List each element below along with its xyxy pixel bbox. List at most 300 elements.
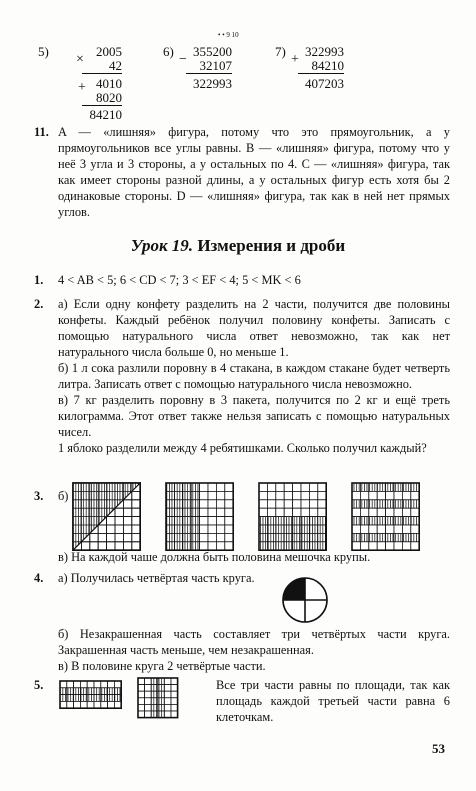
shaded-cell	[166, 500, 174, 508]
grid-cell	[145, 711, 152, 718]
grid-cell	[267, 500, 275, 508]
shaded-cell	[377, 517, 385, 525]
shaded-cell	[309, 533, 317, 541]
shaded-cell	[318, 517, 326, 525]
grid-cell	[293, 483, 301, 491]
grid-cell	[225, 533, 233, 541]
grid-cell	[386, 491, 394, 499]
shaded-cell	[318, 525, 326, 533]
shaded-cell	[158, 711, 165, 718]
grid-cell	[138, 685, 145, 692]
operand: 355200	[193, 44, 232, 59]
subtask-label: б)	[58, 489, 69, 503]
grid-cell	[216, 483, 224, 491]
grid-cell	[309, 508, 317, 516]
shaded-cell	[151, 698, 158, 705]
shaded-cell	[183, 483, 191, 491]
operand: 42	[82, 59, 122, 74]
grid-cell	[284, 491, 292, 499]
grid-cell	[164, 691, 171, 698]
task-number: 5.	[34, 678, 44, 692]
shaded-cell	[377, 533, 385, 541]
task-number: 4.	[34, 571, 44, 585]
task-2a: а) Если одну конфету разделить на 2 части, получится две половины конфеты. Каждый ребёнок получил половину конфеты. Записать с помощью натурального числа ответ невозможно, так как нет натурального числа больше 0, но меньше 1.	[58, 297, 450, 359]
grid-cell	[352, 508, 360, 516]
shaded-cell	[80, 695, 87, 702]
shaded-cell	[166, 491, 174, 499]
grid-cell	[164, 685, 171, 692]
grid-cell	[309, 500, 317, 508]
grid-cell	[132, 508, 140, 516]
problem-label: 6)	[163, 44, 174, 59]
shaded-cell	[174, 483, 182, 491]
grid-cell	[208, 508, 216, 516]
grid-cell	[200, 491, 208, 499]
problem-label: 7)	[275, 44, 286, 59]
shaded-cell	[360, 483, 368, 491]
grid-cell	[132, 533, 140, 541]
grid-cell	[94, 701, 101, 708]
shaded-cell	[259, 517, 267, 525]
shaded-cell	[276, 517, 284, 525]
plus-sign: +	[291, 52, 299, 67]
minus-sign: −	[179, 52, 187, 67]
grid-cell	[87, 701, 94, 708]
grid-cell	[259, 483, 267, 491]
shaded-cell	[276, 533, 284, 541]
shaded-cell	[191, 525, 199, 533]
operand: 84210	[298, 59, 344, 74]
grid-cell	[225, 525, 233, 533]
grid-cell	[115, 517, 123, 525]
grid-cell	[123, 508, 131, 516]
task-4b: б) Незакрашенная часть составляет три четвёртых части круга. Закрашенная часть меньше, чем незакрашенная.	[58, 627, 450, 657]
grid-cell	[318, 491, 326, 499]
shaded-cell	[191, 517, 199, 525]
grid-cell	[402, 525, 410, 533]
grid-cell	[67, 681, 74, 688]
shaded-cell	[108, 688, 115, 695]
carry-marks: • • 9 10	[218, 31, 239, 39]
grid-cell	[98, 533, 106, 541]
grid-cell	[309, 491, 317, 499]
shaded-cell	[191, 533, 199, 541]
grid-cell	[138, 711, 145, 718]
shaded-cell	[114, 688, 121, 695]
shaded-cell	[352, 517, 360, 525]
grid-cell	[225, 500, 233, 508]
shaded-cell	[411, 533, 419, 541]
grid-cell	[171, 711, 178, 718]
grid-cell	[101, 681, 108, 688]
shaded-cell	[183, 508, 191, 516]
shaded-cell	[166, 533, 174, 541]
strip-figure	[60, 681, 121, 708]
shaded-cell	[318, 533, 326, 541]
grid-cell	[123, 500, 131, 508]
grid-cell	[123, 533, 131, 541]
grid-cell	[90, 533, 98, 541]
operand: 32107	[186, 59, 232, 74]
grid-cell	[108, 681, 115, 688]
shaded-cell	[191, 483, 199, 491]
grid-cell	[225, 483, 233, 491]
grid-cell	[377, 508, 385, 516]
task-4c: в) В половине круга 2 четвёртые части.	[58, 659, 266, 673]
shaded-cell	[87, 695, 94, 702]
grid-cell	[115, 525, 123, 533]
grid-cell	[107, 525, 115, 533]
grid-cell	[386, 508, 394, 516]
shaded-cell	[386, 517, 394, 525]
grid-cell	[123, 525, 131, 533]
shaded-cell	[158, 685, 165, 692]
grid-cell	[164, 678, 171, 685]
grid-cell	[200, 508, 208, 516]
shaded-cell	[60, 688, 67, 695]
shaded-cell	[309, 525, 317, 533]
grid-cell	[301, 483, 309, 491]
grid-cell	[352, 525, 360, 533]
shaded-cell	[301, 525, 309, 533]
shaded-cell	[293, 525, 301, 533]
shaded-cell	[360, 500, 368, 508]
shaded-cell	[166, 508, 174, 516]
shaded-cell	[402, 483, 410, 491]
grid-cell	[369, 525, 377, 533]
shaded-cell	[151, 711, 158, 718]
shaded-cell	[284, 517, 292, 525]
grid-cell	[171, 685, 178, 692]
shaded-cell	[166, 525, 174, 533]
grid-cell	[360, 491, 368, 499]
shaded-cell	[369, 500, 377, 508]
grid-cell	[352, 491, 360, 499]
page-number: 53	[432, 741, 445, 756]
shaded-cell	[394, 517, 402, 525]
shaded-cell	[360, 517, 368, 525]
times-sign: ×	[76, 52, 84, 67]
grid-cell	[200, 517, 208, 525]
grid-cell	[216, 533, 224, 541]
shaded-cell	[151, 685, 158, 692]
shaded-cell	[183, 525, 191, 533]
grid-cell	[200, 483, 208, 491]
shaded-cell	[174, 525, 182, 533]
shaded-cell	[101, 695, 108, 702]
shaded-cell	[108, 695, 115, 702]
shaded-cell	[402, 533, 410, 541]
grid-cell	[284, 508, 292, 516]
task-2b: б) 1 л сока разлили поровну в 4 стакана, в каждом стакане будет четверть литра. Записать ответ с помощью натурального числа невозможно.	[58, 361, 450, 391]
grid-cell	[402, 491, 410, 499]
grid-cell	[74, 701, 81, 708]
grid-cell	[411, 525, 419, 533]
task-number: 11.	[34, 125, 49, 139]
shaded-cell	[402, 500, 410, 508]
shaded-cell	[369, 517, 377, 525]
grid-cell	[301, 500, 309, 508]
task-number: 1.	[34, 273, 44, 287]
grid-cell	[107, 533, 115, 541]
grid-cell	[293, 500, 301, 508]
grid-cell	[138, 678, 145, 685]
result: 322993	[193, 76, 232, 91]
task-2c: в) 7 кг разделить поровну в 3 пакета, получится по 2 кг и ещё треть килограмма. Этот ответ также нельзя записать с помощью натуральных чисел.	[58, 393, 450, 439]
grid-cell	[208, 533, 216, 541]
grid-cell	[138, 704, 145, 711]
grid-cell	[60, 681, 67, 688]
shaded-cell	[259, 525, 267, 533]
grid-cell	[377, 525, 385, 533]
grid-cell	[123, 517, 131, 525]
grid-cell	[284, 483, 292, 491]
grid-cell	[259, 508, 267, 516]
operand: 322993	[305, 44, 344, 59]
grid-cell	[360, 508, 368, 516]
grid-cell	[301, 491, 309, 499]
shaded-cell	[151, 691, 158, 698]
grid-cell	[386, 525, 394, 533]
grid-cell	[171, 691, 178, 698]
shaded-cell	[369, 483, 377, 491]
grid-cell	[145, 691, 152, 698]
grid-cell	[377, 491, 385, 499]
shaded-cell	[101, 688, 108, 695]
task-number: 2.	[34, 297, 44, 311]
grid-cell	[98, 525, 106, 533]
grid-cell	[200, 525, 208, 533]
cross-figure	[138, 678, 178, 718]
shaded-cell	[369, 533, 377, 541]
shaded-cell	[183, 500, 191, 508]
grid-cell	[394, 491, 402, 499]
grid-cell	[67, 701, 74, 708]
result: 84210	[89, 107, 122, 122]
grid-cell	[318, 483, 326, 491]
grid-cell	[114, 701, 121, 708]
grid-cell	[369, 508, 377, 516]
grid-cell	[208, 500, 216, 508]
grid-cell	[132, 525, 140, 533]
task-2d: 1 яблоко разделили между 4 ребятишками. Сколько получил каждый?	[58, 441, 427, 455]
grid-cell	[164, 711, 171, 718]
shaded-cell	[158, 698, 165, 705]
task-4b-c	[58, 626, 450, 674]
shaded-cell	[191, 491, 199, 499]
lesson-title: Измерения и дроби	[197, 236, 346, 255]
shaded-cell	[94, 688, 101, 695]
grid-cell	[402, 508, 410, 516]
shaded-cell	[174, 508, 182, 516]
grid-cell	[132, 517, 140, 525]
shaded-cell	[267, 517, 275, 525]
operand: 2005	[96, 44, 122, 59]
shaded-cell	[293, 533, 301, 541]
shaded-cell	[151, 704, 158, 711]
grid-cell	[411, 508, 419, 516]
partial: 8020	[82, 91, 122, 106]
shaded-cell	[386, 500, 394, 508]
task-3v: в) На каждой чаше должна быть половина мешочка крупы.	[58, 550, 371, 564]
shaded-cell	[158, 704, 165, 711]
shaded-cell	[309, 517, 317, 525]
grid-cell	[145, 698, 152, 705]
grid-cell	[225, 491, 233, 499]
task-1-text: 4 < AB < 5; 6 < CD < 7; 3 < EF < 4; 5 < MK < 6	[58, 273, 301, 287]
shaded-cell	[386, 533, 394, 541]
grid-cell	[80, 701, 87, 708]
grid-cell	[318, 508, 326, 516]
shaded-cell	[183, 491, 191, 499]
grid-cell	[276, 483, 284, 491]
grid-cell	[216, 508, 224, 516]
grid-cell	[276, 500, 284, 508]
shaded-cell	[174, 500, 182, 508]
grid-cell	[293, 508, 301, 516]
grid-cell	[216, 491, 224, 499]
grid-cell	[132, 491, 140, 499]
shaded-cell	[158, 678, 165, 685]
grid-cell	[94, 681, 101, 688]
shaded-cell	[293, 517, 301, 525]
shaded-cell	[411, 500, 419, 508]
shaded-cell	[276, 525, 284, 533]
grid-cell	[259, 491, 267, 499]
shaded-cell	[394, 483, 402, 491]
plus-sign: +	[78, 80, 86, 95]
shaded-cell	[284, 533, 292, 541]
shaded-cell	[74, 688, 81, 695]
shaded-cell	[301, 533, 309, 541]
shaded-cell	[174, 491, 182, 499]
shaded-cell	[411, 517, 419, 525]
task-5-text: Все три части равны по площади, так как площадь каждой третьей части равна 6 клеточкам.	[216, 678, 450, 724]
partial: 4010	[96, 76, 122, 91]
shaded-cell	[352, 483, 360, 491]
grid-figure-diagonal	[73, 483, 140, 550]
grid-cell	[200, 533, 208, 541]
grid-cell	[208, 517, 216, 525]
shaded-cell	[114, 695, 121, 702]
grid-cell	[74, 681, 81, 688]
grid-cell	[276, 491, 284, 499]
shaded-cell	[80, 688, 87, 695]
shaded-cell	[151, 678, 158, 685]
shaded-cell	[377, 483, 385, 491]
task-11-text: A — «лишняя» фигура, потому что это прямоугольник, а у прямоугольников все углы равны. B — «лишняя» фигура, потому что у неё 3 угла и 3 стороны, а у остальных по 4. C — «лишняя» фигура, так как имеет стороны разной длины, а у остальных фигур есть хотя бы 2 одинаковые стороны. D — «лишняя» фигура, так как в ней нет прямых углов.	[58, 125, 450, 219]
shaded-cell	[394, 500, 402, 508]
shaded-cell	[402, 517, 410, 525]
shaded-cell	[183, 533, 191, 541]
grid-cell	[171, 698, 178, 705]
grid-cell	[360, 525, 368, 533]
grid-figure-stripes	[352, 483, 419, 550]
grid-cell	[145, 678, 152, 685]
grid-cell	[208, 525, 216, 533]
grid-cell	[115, 508, 123, 516]
grid-cell	[216, 500, 224, 508]
shaded-cell	[174, 517, 182, 525]
grid-cell	[145, 685, 152, 692]
shaded-cell	[267, 525, 275, 533]
grid-cell	[216, 525, 224, 533]
grid-cell	[108, 701, 115, 708]
grid-figure-bottom-half	[259, 483, 326, 550]
shaded-cell	[411, 483, 419, 491]
grid-cell	[60, 701, 67, 708]
grid-cell	[87, 681, 94, 688]
grid-cell	[267, 491, 275, 499]
grid-cell	[208, 491, 216, 499]
grid-cell	[164, 698, 171, 705]
grid-cell	[259, 500, 267, 508]
shaded-cell	[158, 691, 165, 698]
grid-cell	[293, 491, 301, 499]
shaded-cell	[94, 695, 101, 702]
grid-cell	[284, 500, 292, 508]
grid-cell	[309, 483, 317, 491]
lesson-number: Урок 19.	[130, 236, 194, 255]
task-4a: а) Получилась четвёртая часть круга.	[58, 571, 255, 585]
grid-cell	[225, 517, 233, 525]
grid-cell	[267, 483, 275, 491]
shaded-cell	[301, 517, 309, 525]
shaded-cell	[352, 500, 360, 508]
shaded-cell	[166, 483, 174, 491]
shaded-cell	[386, 483, 394, 491]
shaded-cell	[60, 695, 67, 702]
grid-cell	[107, 517, 115, 525]
grid-cell	[145, 704, 152, 711]
grid-cell	[301, 508, 309, 516]
shaded-cell	[284, 525, 292, 533]
result: 407203	[305, 76, 344, 91]
shaded-cell	[377, 500, 385, 508]
shaded-cell	[67, 695, 74, 702]
grid-cell	[101, 701, 108, 708]
task-number: 3.	[34, 489, 44, 503]
grid-cell	[394, 508, 402, 516]
grid-cell	[115, 533, 123, 541]
grid-cell	[114, 681, 121, 688]
shaded-cell	[259, 533, 267, 541]
shaded-cell	[352, 533, 360, 541]
grid-cell	[276, 508, 284, 516]
shaded-cell	[87, 688, 94, 695]
shaded-cell	[394, 533, 402, 541]
grid-cell	[138, 691, 145, 698]
grid-figure-left-half	[166, 483, 233, 550]
grid-cell	[132, 500, 140, 508]
shaded-cell	[360, 533, 368, 541]
shaded-cell	[191, 500, 199, 508]
grid-cell	[80, 681, 87, 688]
shaded-cell	[67, 688, 74, 695]
grid-cell	[171, 678, 178, 685]
grid-cell	[208, 483, 216, 491]
grid-cell	[369, 491, 377, 499]
shaded-cell	[174, 533, 182, 541]
grid-cell	[200, 500, 208, 508]
grid-cell	[171, 704, 178, 711]
grid-cell	[216, 517, 224, 525]
grid-cell	[164, 704, 171, 711]
problem-label: 5)	[38, 44, 49, 59]
shaded-cell	[166, 517, 174, 525]
shaded-cell	[191, 508, 199, 516]
shaded-cell	[183, 517, 191, 525]
